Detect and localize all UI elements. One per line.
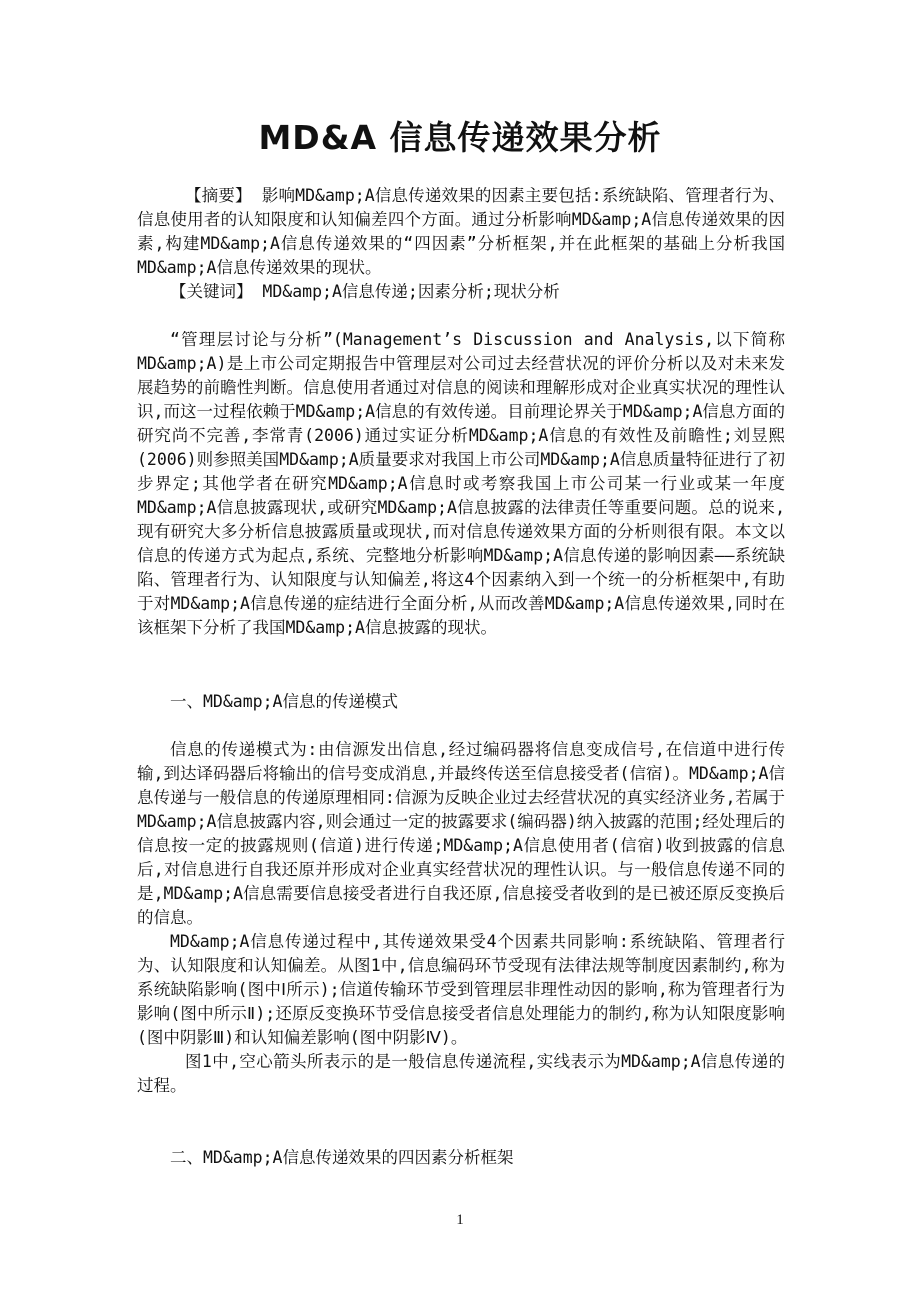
section-1-heading: 一、MD&amp;A信息的传递模式 [170,692,398,711]
document-title: MD&A 信息传递效果分析 [258,118,662,157]
page-number: 1 [456,1212,464,1228]
keywords-line: 【关键词】 MD&amp;A信息传递;因素分析;现状分析 [170,282,560,301]
intro-paragraph: “管理层讨论与分析”(Management’s Discussion and Analysis,以下简称MD&amp;A)是上市公司定期报告中管理层对公司过去经营状况的评价分析以及对未来发展趋势的前瞻性判断。信息使用者通过对信息的阅读和理解形成对企业真实状况的理性认识,而这一过程依赖于MD&amp;A信息的有效传递。目前理论界关于MD&amp;A信息方面的研究尚不完善,李常青(2006)通过实证分析MD&amp;A信息的有效性及前瞻性;刘昱熙(2006)则参照美国MD&amp;A质量要求对我国上市公司MD&amp;A信息质量特征进行了初步界定;其他学者在研究MD&amp;A信息时或考察我国上市公司某一行业或某一年度MD&amp;A信息披露现状,或研究MD&amp;A信息披露的法律责任等重要问题。总的说来,现有研究大多分析信息披露质量或现状,而对信息传递效果方面的分析则很有限。本文以信息的传递方式为起点,系统、完整地分析影响MD&amp;A信息传递的影响因素——系统缺陷、管理者行为、认知限度与认知偏差,将这4个因素纳入到一个统一的分析框架中,有助于对MD&amp;A信息传递的症结进行全面分析,从而改善MD&amp;A信息传递效果,同时在该框架下分析了我国MD&amp;A信息披露的现状。 [137,330,785,637]
section-1-paragraph-1: 信息的传递模式为:由信源发出信息,经过编码器将信息变成信号,在信道中进行传输,到达译码器后将输出的信号变成消息,并最终传送至信息接受者(信宿)。MD&amp;A信息传递与一般信息的传递原理相同:信源为反映企业过去经营状况的真实经济业务,若属于MD&amp;A信息披露内容,则会通过一定的披露要求(编码器)纳入披露的范围;经处理后的信息按一定的披露规则(信道)进行传递;MD&amp;A信息使用者(信宿)收到披露的信息后,对信息进行自我还原并形成对企业真实经营状况的理性认识。与一般信息传递不同的是,MD&amp;A信息需要信息接受者进行自我还原,信息接受者收到的是已被还原反变换后的信息。 [137,740,785,927]
figure-note: 图1中,空心箭头所表示的是一般信息传递流程,实线表示为MD&amp;A信息传递的过程。 [137,1052,785,1095]
abstract-paragraph: 【摘要】 影响MD&amp;A信息传递效果的因素主要包括:系统缺陷、管理者行为、信息使用者的认知限度和认知偏差四个方面。通过分析影响MD&amp;A信息传递效果的因素,构建MD&amp;A信息传递效果的“四因素”分析框架,并在此框架的基础上分析我国MD&amp;A信息传递效果的现状。 [137,186,785,277]
section-1-paragraph-2: MD&amp;A信息传递过程中,其传递效果受4个因素共同影响:系统缺陷、管理者行为、认知限度和认知偏差。从图1中,信息编码环节受现有法律法规等制度因素制约,称为系统缺陷影响(图中Ⅰ所示);信道传输环节受到管理层非理性动因的影响,称为管理者行为影响(图中所示Ⅱ);还原反变换环节受信息接受者信息处理能力的制约,称为认知限度影响(图中阴影Ⅲ)和认知偏差影响(图中阴影Ⅳ)。 [137,932,785,1047]
section-2-heading: 二、MD&amp;A信息传递效果的四因素分析框架 [170,1148,514,1167]
